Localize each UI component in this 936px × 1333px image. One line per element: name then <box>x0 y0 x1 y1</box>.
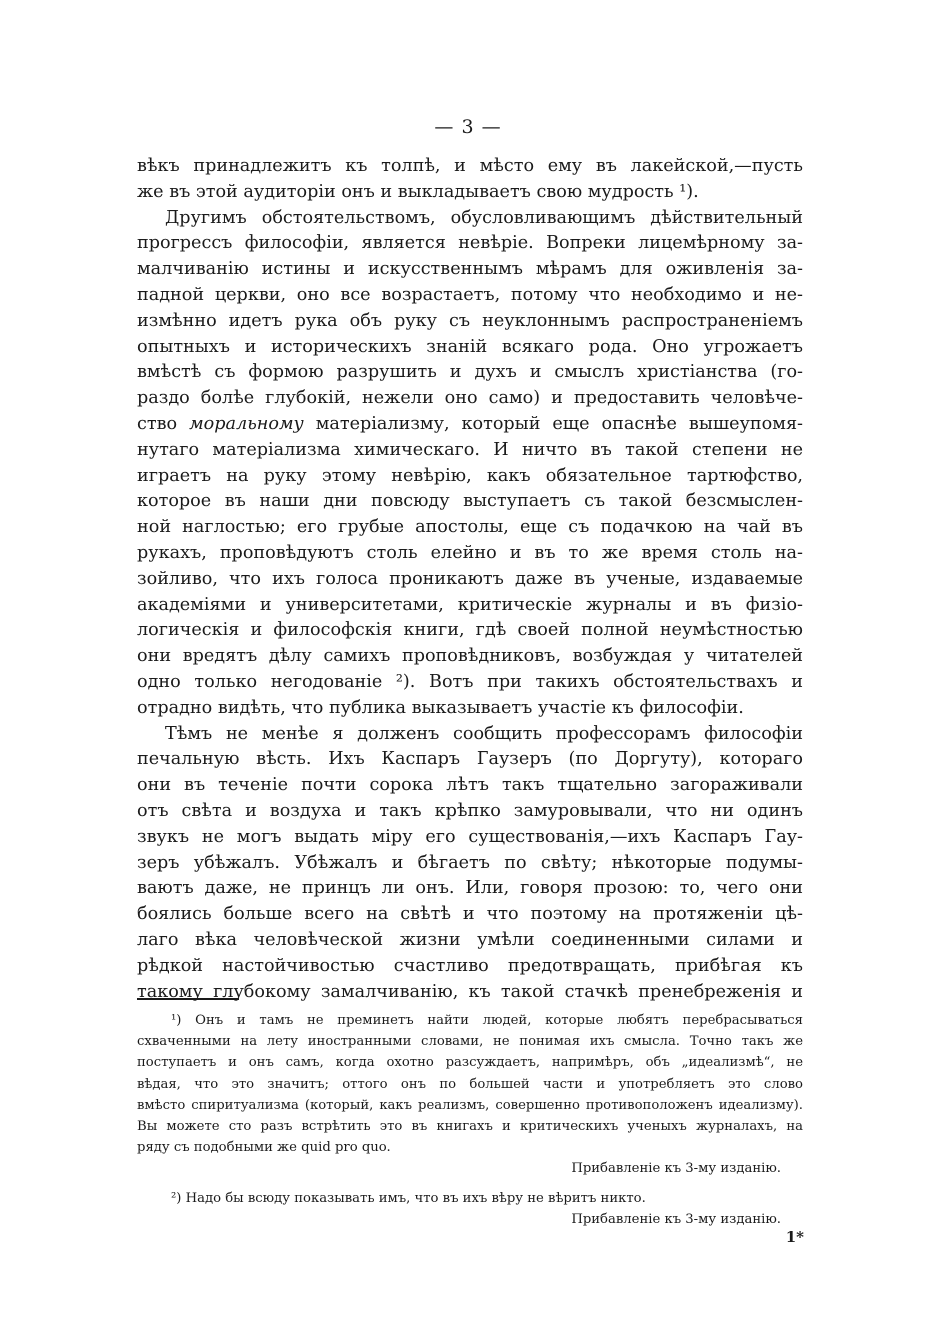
body-line: опытныхъ и историческихъ знаній всякаго рода. Оно угрожаетъ <box>137 336 803 357</box>
footnote-divider <box>137 998 239 1000</box>
body-line: ваютъ даже, не принцъ ли онъ. Или, говоря прозою: то, чего они <box>137 878 803 899</box>
body-line: раздо болѣе глубокій, нежели оно само) и предоставить человѣче- <box>137 388 803 409</box>
body-text <box>137 154 803 1005</box>
body-line: ной наглостью; его грубые апостолы, еще съ подачкою на чай въ <box>137 517 803 538</box>
body-line: такому глубокому замалчиванію, къ такой стачкѣ пренебреженія и <box>137 981 803 1002</box>
footnote-gap <box>137 1180 803 1188</box>
body-line: они въ теченіе почти сорока лѣтъ такъ тщательно загораживали <box>137 775 803 796</box>
footnote-line: вмѣсто спиритуализма (который, какъ реализмъ, совершенно противоположенъ идеализму). <box>137 1097 803 1113</box>
body-line: падной церкви, оно все возрастаетъ, потому что необходимо и не- <box>137 284 803 305</box>
body-line: вмѣстѣ съ формою разрушить и духъ и смыслъ христіанства (го- <box>137 362 803 383</box>
body-line: звукъ не могъ выдать міру его существованія,—ихъ Каспаръ Гау- <box>137 826 803 847</box>
body-line: лаго вѣка человѣческой жизни умѣли соединенными силами и <box>137 929 803 950</box>
footnote-line: вѣдая, что это значитъ; оттого онъ по большей части и употребляетъ это слово <box>137 1076 803 1092</box>
footnotes <box>137 1010 803 1230</box>
body-line: зойливо, что ихъ голоса проникаютъ даже въ ученые, издаваемые <box>137 568 803 589</box>
footnote-line: ²) Надо бы всюду показывать имъ, что въ ихъ вѣру не вѣритъ никто. <box>171 1190 646 1206</box>
body-line: же въ этой аудиторіи онъ и выкладываетъ свою мудрость ¹). <box>137 181 699 202</box>
footnote-line: ¹) Онъ и тамъ не преминетъ найти людей, которые любятъ перебрасываться <box>171 1013 803 1028</box>
footnote-attribution: Прибавленіе къ 3-му изданію. <box>571 1211 781 1227</box>
body-line: рѣдкой настойчивостью счастливо предотвращать, прибѣгая къ <box>137 955 803 976</box>
body-line: зеръ убѣжалъ. Убѣжалъ и бѣгаетъ по свѣту; нѣкоторые подумы- <box>137 852 803 873</box>
body-line: академіями и университетами, критическіе журналы и въ физіо- <box>137 594 803 615</box>
footnote-line: схваченными на лету иностранными словами, не понимая ихъ смысла. Точно такъ же <box>137 1034 803 1050</box>
body-line: играетъ на руку этому невѣрію, какъ обязательное тартюфство, <box>137 465 803 486</box>
body-line: прогрессъ философіи, является невѣріе. Вопреки лицемѣрному за- <box>137 233 803 254</box>
body-line: печальную вѣсть. Ихъ Каспаръ Гаузеръ (по Доргуту), котораго <box>137 749 803 770</box>
body-line: Тѣмъ не менѣе я долженъ сообщить профессорамъ философіи <box>165 723 803 744</box>
body-line: ство моральному матеріализму, который еще опаснѣе вышеупомя- <box>137 413 803 434</box>
footnote-attribution: Прибавленіе къ 3-му изданію. <box>571 1161 781 1177</box>
signature-mark: 1* <box>785 1228 804 1246</box>
body-line: которое въ наши дни повсюду выступаетъ съ такой безсмыслен- <box>137 491 803 512</box>
body-line: боялись больше всего на свѣтѣ и что поэтому на протяженіи цѣ- <box>137 904 803 925</box>
body-line: они вредятъ дѣлу самихъ проповѣдниковъ, возбуждая у читателей <box>137 646 803 667</box>
footnote-line: ряду съ подобными же quid pro quo. <box>137 1140 391 1156</box>
body-line: логическія и философскія книги, гдѣ своей полной неумѣстностью <box>137 620 803 641</box>
body-line: вѣкъ принадлежитъ къ толпѣ, и мѣсто ему въ лакейской,—пусть <box>137 156 803 176</box>
body-line: отрадно видѣть, что публика выказываетъ участіе къ философіи. <box>137 697 744 718</box>
body-line: измѣнно идетъ рука объ руку съ неуклоннымъ распространеніемъ <box>137 310 803 331</box>
body-line: рукахъ, проповѣдуютъ столь елейно и въ то же время столь на- <box>137 542 803 563</box>
body-line: Другимъ обстоятельствомъ, обусловливающимъ дѣйствительный <box>165 207 803 228</box>
body-line: малчиванію истины и искусственнымъ мѣрамъ для оживленія за- <box>137 259 803 280</box>
page-number: — 3 — <box>434 116 502 138</box>
footnote-line: Вы можете сто разъ встрѣтить это въ книгахъ и критическихъ ученыхъ журналахъ, на <box>137 1118 803 1134</box>
body-line: нутаго матеріализма химическаго. И ничто въ такой степени не <box>137 439 803 460</box>
footnote-line: поступаетъ и онъ самъ, когда охотно разсуждаетъ, напримѣръ, объ „идеализмѣ“, не <box>137 1055 803 1071</box>
body-line: одно только негодованіе ²). Вотъ при такихъ обстоятельствахъ и <box>137 671 803 692</box>
body-line: отъ свѣта и воздуха и такъ крѣпко замуровывали, что ни одинъ <box>137 800 803 821</box>
